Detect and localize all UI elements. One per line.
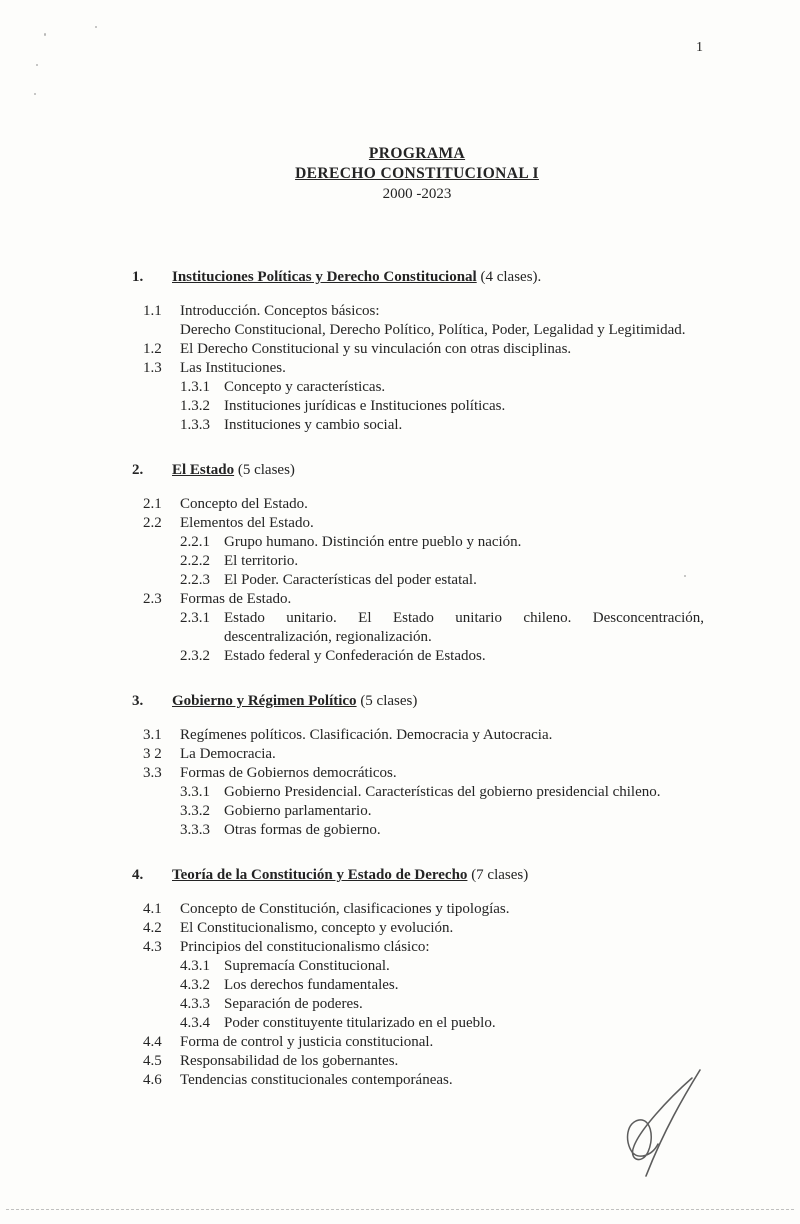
item-text — [180, 302, 704, 340]
item-number: 4.3 — [143, 939, 162, 955]
item-number: 1.3.1 — [180, 379, 210, 395]
item-number: 2.3 — [143, 591, 162, 607]
list-item — [132, 647, 704, 666]
item-line: Tendencias constitucionales contemporáneas. — [180, 1072, 453, 1088]
section-suffix: (7 clases) — [467, 867, 529, 883]
scan-artifact-line — [6, 1209, 794, 1210]
scan-speck — [34, 93, 36, 95]
item-text — [180, 764, 704, 783]
section-suffix: (5 clases) — [234, 462, 295, 478]
section-heading — [132, 461, 704, 480]
item-text — [224, 552, 704, 571]
item-text — [180, 514, 704, 533]
item-line: Instituciones y cambio social. — [224, 417, 403, 433]
list-item — [132, 397, 704, 416]
list-item — [132, 514, 704, 533]
document-title — [34, 144, 800, 204]
item-line: El Derecho Constitucional y su vinculación con otras disciplinas. — [180, 341, 572, 357]
item-line: Concepto de Constitución, clasificaciones y tipologías. — [180, 901, 510, 917]
item-line: Regímenes políticos. Clasificación. Democracia y Autocracia. — [180, 727, 553, 743]
item-line: Responsabilidad de los gobernantes. — [180, 1053, 399, 1069]
item-text — [180, 495, 704, 514]
item-number: 1.3.3 — [180, 417, 210, 433]
item-line: Principios del constitucionalismo clásico: — [180, 939, 430, 955]
section-suffix: (4 clases). — [476, 269, 542, 285]
list-item — [132, 359, 704, 378]
item-text — [180, 919, 704, 938]
item-number: 4.3.2 — [180, 977, 210, 993]
item-text — [224, 533, 704, 552]
section-suffix: (5 clases) — [356, 693, 418, 709]
list-item — [132, 571, 704, 590]
list-item — [132, 590, 704, 609]
item-text — [180, 900, 704, 919]
item-line: Gobierno Presidencial. Características del gobierno presidencial chileno. — [224, 784, 661, 800]
item-number: 4.3.3 — [180, 996, 210, 1012]
section-items — [132, 726, 704, 840]
item-line: Estado unitario. El Estado unitario chileno. Desconcentración, descentralización, regionalización. — [224, 610, 704, 645]
list-item — [132, 957, 704, 976]
section — [132, 692, 704, 840]
item-text — [224, 397, 704, 416]
item-text — [180, 1033, 704, 1052]
item-line: Instituciones jurídicas e Instituciones políticas. — [224, 398, 506, 414]
scan-speck — [44, 33, 46, 36]
section-items — [132, 900, 704, 1090]
item-text — [224, 647, 704, 666]
section — [132, 268, 704, 435]
item-text — [180, 938, 704, 957]
item-line: Los derechos fundamentales. — [224, 977, 399, 993]
item-number: 4.4 — [143, 1034, 162, 1050]
item-text — [180, 726, 704, 745]
list-item — [132, 340, 704, 359]
list-item — [132, 919, 704, 938]
list-item — [132, 976, 704, 995]
item-number: 4.1 — [143, 901, 162, 917]
item-number: 4.2 — [143, 920, 162, 936]
item-line: El territorio. — [224, 553, 299, 569]
list-item — [132, 726, 704, 745]
item-number: 1.1 — [143, 303, 162, 319]
outline — [132, 268, 704, 1116]
item-number: 4.3.4 — [180, 1015, 210, 1031]
item-number: 1.3 — [143, 360, 162, 376]
item-line: La Democracia. — [180, 746, 276, 762]
item-text — [224, 571, 704, 590]
item-text — [180, 340, 704, 359]
section-title: El Estado — [172, 462, 235, 478]
scan-speck — [95, 26, 97, 28]
section — [132, 461, 704, 666]
item-text — [224, 995, 704, 1014]
section-title: Gobierno y Régimen Político — [172, 693, 357, 709]
item-text — [224, 1014, 704, 1033]
item-line: Introducción. Conceptos básicos: — [180, 303, 380, 319]
section-title: Instituciones Políticas y Derecho Constitucional — [172, 269, 477, 285]
section — [132, 866, 704, 1090]
item-number: 2.2 — [143, 515, 162, 531]
item-line: Supremacía Constitucional. — [224, 958, 390, 974]
item-number: 1.3.2 — [180, 398, 210, 414]
list-item — [132, 1033, 704, 1052]
item-line: Concepto y características. — [224, 379, 386, 395]
title-years: 2000 -2023 — [382, 186, 452, 202]
item-text — [224, 378, 704, 397]
list-item — [132, 900, 704, 919]
item-text — [180, 745, 704, 764]
item-line: Derecho Constitucional, Derecho Político, Política, Poder, Legalidad y Legitimidad. — [180, 322, 686, 338]
list-item — [132, 533, 704, 552]
list-item — [132, 995, 704, 1014]
section-title: Teoría de la Constitución y Estado de Derecho — [172, 867, 468, 883]
section-heading — [132, 268, 704, 287]
list-item — [132, 495, 704, 514]
item-line: Formas de Gobiernos democráticos. — [180, 765, 397, 781]
section-number: 2. — [132, 462, 144, 478]
item-text — [224, 976, 704, 995]
item-number: 1.2 — [143, 341, 162, 357]
item-number: 3.3.2 — [180, 803, 210, 819]
list-item — [132, 821, 704, 840]
item-text — [224, 802, 704, 821]
item-line: Separación de poderes. — [224, 996, 363, 1012]
item-line: Las Instituciones. — [180, 360, 286, 376]
item-line: Grupo humano. Distinción entre pueblo y nación. — [224, 534, 522, 550]
item-line: Gobierno parlamentario. — [224, 803, 372, 819]
item-line: Poder constituyente titularizado en el pueblo. — [224, 1015, 496, 1031]
item-number: 2.3.2 — [180, 648, 210, 664]
section-number: 3. — [132, 693, 144, 709]
item-text — [224, 957, 704, 976]
section-heading — [132, 866, 704, 885]
list-item — [132, 302, 704, 340]
item-number: 2.1 — [143, 496, 162, 512]
list-item — [132, 1014, 704, 1033]
section-items — [132, 495, 704, 666]
item-number: 2.2.1 — [180, 534, 210, 550]
item-text — [180, 359, 704, 378]
list-item — [132, 609, 704, 647]
section-heading — [132, 692, 704, 711]
item-number: 4.6 — [143, 1072, 162, 1088]
item-number: 4.5 — [143, 1053, 162, 1069]
list-item — [132, 764, 704, 783]
item-number: 3 2 — [143, 746, 162, 762]
item-number: 3.3.1 — [180, 784, 210, 800]
page-number: 1 — [696, 40, 703, 55]
list-item — [132, 802, 704, 821]
list-item — [132, 938, 704, 957]
section-number: 4. — [132, 867, 144, 883]
section-items — [132, 302, 704, 435]
item-number: 2.3.1 — [180, 610, 210, 626]
item-number: 3.3.3 — [180, 822, 210, 838]
list-item — [132, 552, 704, 571]
signature-icon — [612, 1068, 708, 1180]
scan-speck — [36, 64, 38, 66]
item-line: Concepto del Estado. — [180, 496, 308, 512]
item-text — [224, 783, 704, 802]
item-line: El Constitucionalismo, concepto y evolución. — [180, 920, 454, 936]
item-number: 3.3 — [143, 765, 162, 781]
item-line: Forma de control y justicia constitucional. — [180, 1034, 434, 1050]
title-programa: PROGRAMA — [368, 145, 466, 162]
section-number: 1. — [132, 269, 144, 285]
item-text — [180, 590, 704, 609]
list-item — [132, 416, 704, 435]
item-line: El Poder. Características del poder estatal. — [224, 572, 477, 588]
list-item — [132, 745, 704, 764]
item-line: Otras formas de gobierno. — [224, 822, 381, 838]
item-number: 2.2.3 — [180, 572, 210, 588]
item-line: Estado federal y Confederación de Estados. — [224, 648, 486, 664]
item-text — [224, 609, 704, 647]
item-line: Elementos del Estado. — [180, 515, 314, 531]
list-item — [132, 378, 704, 397]
item-text — [224, 821, 704, 840]
item-line: Formas de Estado. — [180, 591, 292, 607]
item-number: 3.1 — [143, 727, 162, 743]
title-course: DERECHO CONSTITUCIONAL I — [295, 165, 539, 182]
item-number: 4.3.1 — [180, 958, 210, 974]
list-item — [132, 783, 704, 802]
item-number: 2.2.2 — [180, 553, 210, 569]
item-text — [224, 416, 704, 435]
